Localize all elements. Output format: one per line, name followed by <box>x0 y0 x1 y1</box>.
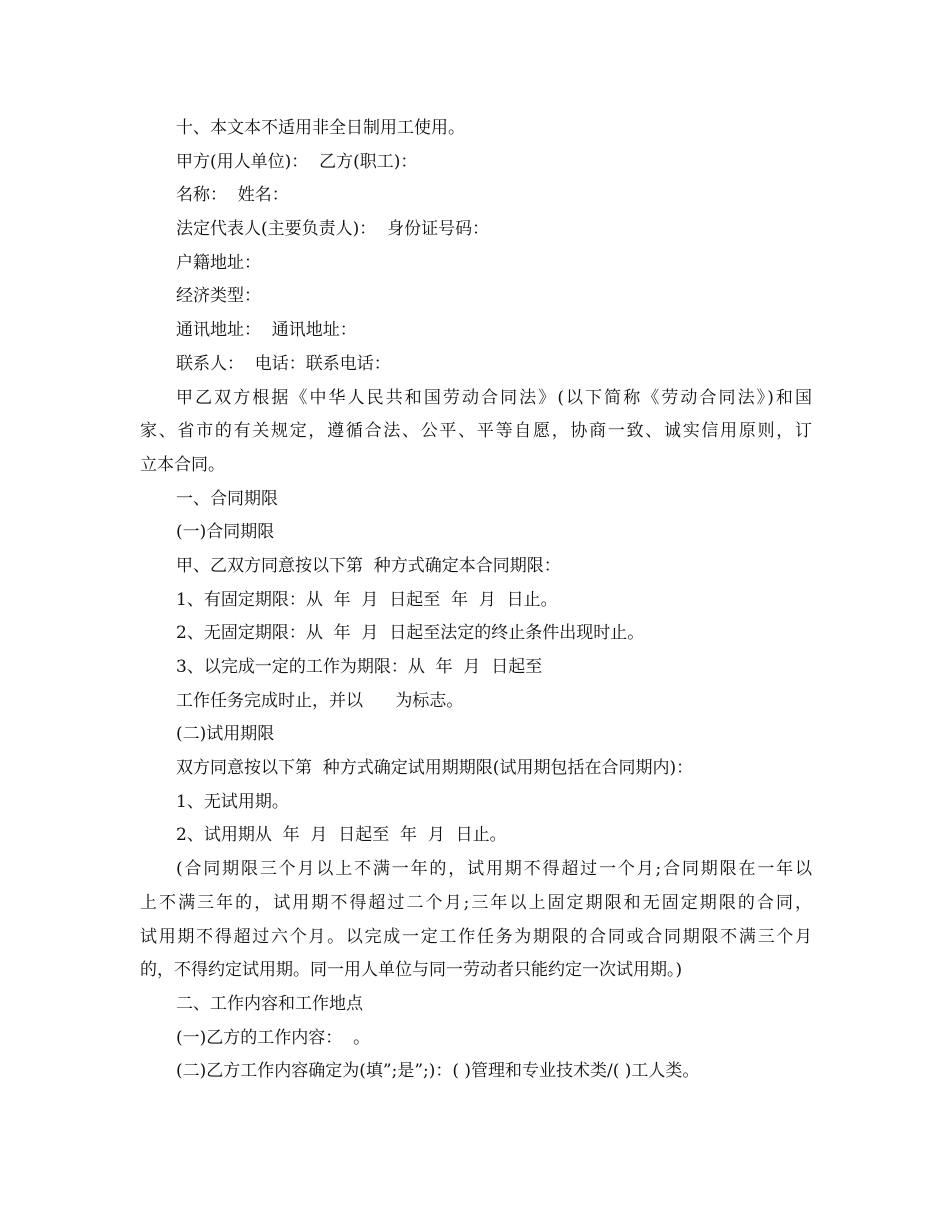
text-line: 1、有固定期限：从 年 月 日起至 年 月 日止。 <box>176 589 558 610</box>
paragraph-line: 家、省市的有关规定，遵循合法、公平、平等自愿，协商一致、诚实信用原则，订 <box>140 421 812 442</box>
paragraph-line: 试用期不得超过六个月。以完成一定工作任务为期限的合同或合同期限不满三个月 <box>140 926 812 947</box>
text-line: 十、本文本不适用非全日制用工使用。 <box>176 118 465 138</box>
text-line: 1、无试用期。 <box>176 791 289 812</box>
text-line: 甲、乙双方同意按以下第 种方式确定本合同期限： <box>176 555 561 576</box>
text-line: (一)乙方的工作内容： 。 <box>176 1027 371 1048</box>
text-line: 联系人： 电话：联系电话： <box>176 353 391 374</box>
text-line: 甲方(用人单位)： 乙方(职工)： <box>176 151 418 172</box>
text-line: 通讯地址： 通讯地址： <box>176 320 357 341</box>
text-line: 3、以完成一定的工作为期限：从 年 月 日起至 <box>176 657 543 677</box>
paragraph-line: 立本合同。 <box>140 454 225 475</box>
text-line: 户籍地址： <box>176 252 261 273</box>
text-line: 2、试用期从 年 月 日起至 年 月 日止。 <box>176 825 507 846</box>
text-line: 名称： 姓名： <box>176 185 289 206</box>
text-line: 2、无固定期限：从 年 月 日起至法定的终止条件出现时止。 <box>176 623 645 644</box>
paragraph-line: 甲乙双方根据《中华人民共和国劳动合同法》(以下简称《劳动合同法》)和国 <box>176 387 812 408</box>
text-line: 工作任务完成时止，并以 为标志。 <box>176 690 464 711</box>
section-heading: 二、工作内容和工作地点 <box>176 993 363 1014</box>
paragraph-line: 上不满三年的，试用期不得超过二个月;三年以上固定期限和无固定期限的合同， <box>140 892 812 913</box>
text-line: 法定代表人(主要负责人)： 身份证号码： <box>176 219 490 240</box>
text-line: (二)乙方工作内容确定为(填”;是”;)：( )管理和专业技术类/( )工人类。 <box>176 1061 700 1082</box>
text-line: 经济类型： <box>176 286 261 307</box>
text-line: 双方同意按以下第 种方式确定试用期期限(试用期包括在合同期内)： <box>176 758 694 779</box>
subsection-heading: (二)试用期限 <box>176 724 275 745</box>
paragraph-line: (合同期限三个月以上不满一年的，试用期不得超过一个月;合同期限在一年以 <box>176 859 812 880</box>
paragraph-line: 的，不得约定试用期。同一用人单位与同一劳动者只能约定一次试用期。) <box>140 960 683 981</box>
section-heading: 一、合同期限 <box>176 488 278 509</box>
document-body <box>140 112 812 1089</box>
subsection-heading: (一)合同期限 <box>176 522 275 543</box>
